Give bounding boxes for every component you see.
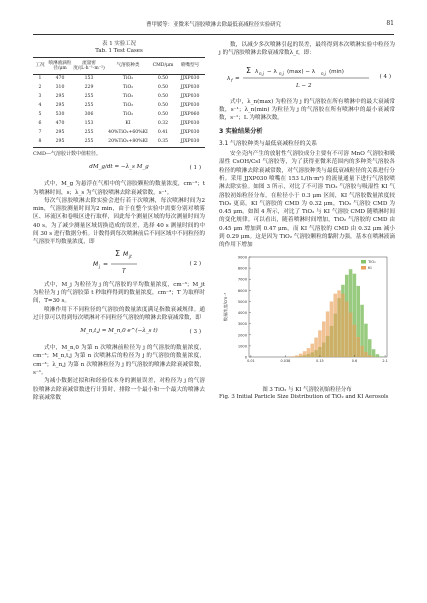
table1-note: CMD—气溶胶计数中值粒径。 xyxy=(33,151,101,157)
table1-col-header: CMD/μm xyxy=(152,63,174,69)
equation-2-formula xyxy=(33,247,205,281)
table-cell: 6 xyxy=(38,121,42,127)
table-cell: 153 xyxy=(84,76,94,82)
table-cell: KI xyxy=(125,121,131,127)
svg-text:− λ: − λ xyxy=(267,68,277,75)
table-row xyxy=(33,102,205,111)
equation-4-denominator: L − 2 xyxy=(296,82,312,89)
svg-text:=: = xyxy=(235,75,240,82)
svg-text:f: f xyxy=(231,77,233,83)
x-tick-label: 0.6 xyxy=(351,358,358,363)
bar-ki xyxy=(360,346,364,357)
table-row xyxy=(33,93,205,102)
table-cell: 306 xyxy=(84,112,94,118)
table-cell: JJXP030 xyxy=(180,103,200,109)
bar-ki xyxy=(345,301,349,357)
svg-text:M: M xyxy=(123,250,129,258)
svg-text:Σ: Σ xyxy=(246,65,252,75)
table-cell: 229 xyxy=(84,85,94,91)
bar-ki xyxy=(322,321,326,357)
bar-ki xyxy=(368,355,372,357)
equation-4-number: ( 4 ) xyxy=(379,73,391,80)
table-cell: 0.35 xyxy=(157,139,169,145)
table-cell: 0.32 xyxy=(157,121,169,127)
equation-1-number: ( 1 ) xyxy=(189,165,201,172)
x-tick-label: 0.15 xyxy=(316,358,324,363)
table1-col-header: 流量密度/(L·h⁻¹·m⁻²) xyxy=(73,60,105,71)
paragraph: 每次气溶胶喷淋去除实验会进行若干次喷淋，每次喷淋时间为2 min，气溶胶测量时间为2 min，由于在整个实验中需要分别对喷雾区、环流区和卷吸区进行取样，因此每个测量区域的每次测量时间为40 s。为了减少测量区域切换造成的误差，选择 40 s 测量时间的中间 30 s 进行数据分析。计数得到每次喷淋前后不同区域中不同粒径的气溶胶平均数量浓度，即 xyxy=(33,197,205,246)
table-cell: 295 xyxy=(55,94,65,100)
table-cell: 8 xyxy=(38,139,42,145)
equation-4-formula xyxy=(219,58,395,98)
table-cell: 310 xyxy=(55,85,65,91)
table-cell: JJXP030 xyxy=(180,94,200,100)
table-row xyxy=(33,120,205,129)
y-tick-label: 4000 xyxy=(237,310,247,315)
bar-ki xyxy=(310,343,314,356)
y-tick-label: 9000 xyxy=(237,255,247,260)
table-cell: TiO₂ xyxy=(122,76,134,82)
running-title: 曹甲媛等：亚微米气溶胶喷淋去除最低衰减粒径实验研究 xyxy=(146,22,281,28)
equation-3-body: M_n,t,j = M_n,0 e^(−λ_s t) xyxy=(80,328,158,335)
bar-ki xyxy=(299,353,303,356)
equation-3 xyxy=(33,322,205,344)
svg-text:T: T xyxy=(122,267,126,275)
svg-text:M: M xyxy=(93,260,99,268)
svg-text:j: j xyxy=(99,263,101,269)
table-cell: 4 xyxy=(38,103,42,109)
figure-3-caption-en: Fig. 3 Initial Particle Size Distribution of TiO₂ and KI Aerosols xyxy=(219,393,389,400)
figure-3 xyxy=(219,253,395,401)
x-tick-label: 2.1 xyxy=(382,358,388,363)
table-row xyxy=(33,84,205,93)
table-cell: 0.50 xyxy=(157,76,169,82)
equation-4 xyxy=(219,58,395,98)
equation-1-body: dM_g/dt = −λ_s M_g xyxy=(89,164,149,171)
paragraph: 式中，M_n,0 为第 n 次喷淋前粒径为 j 的气溶胶的数量浓度，cm⁻³；M_n,t,j 为第 n 次喷淋后的粒径为 j 的气溶胶的数量浓度，cm⁻³；λ_n,j 为第 n 次喷淋粒径为 j 的气溶胶的喷淋去除衰减常数，s⁻¹。 xyxy=(33,345,205,377)
y-tick-label: 6000 xyxy=(237,288,247,293)
legend-swatch xyxy=(361,260,366,264)
table-cell: 7 xyxy=(38,130,42,136)
table-cell: JJXP030 xyxy=(180,139,200,145)
table-cell: JJXP030 xyxy=(180,121,200,127)
y-tick-label: 5000 xyxy=(237,299,247,304)
table-cell: 255 xyxy=(84,139,94,145)
bar-ki xyxy=(349,312,353,356)
table-cell: 295 xyxy=(55,103,65,109)
bar-tio2 xyxy=(368,339,372,357)
svg-text:jt: jt xyxy=(129,253,132,259)
table-cell: 255 xyxy=(84,130,94,136)
table-cell: 470 xyxy=(55,76,65,82)
legend-label: KI xyxy=(368,264,372,270)
equation-3-number: ( 3 ) xyxy=(189,329,201,336)
subsection-heading: 3.1 气溶胶种类与最低衰减粒径的关系 xyxy=(219,140,318,147)
table1-col-header: 工况 xyxy=(35,63,45,69)
bar-ki xyxy=(364,352,368,357)
x-tick-label: 0.01 xyxy=(247,358,255,363)
table-cell: JJXP030 xyxy=(180,76,200,82)
table-row xyxy=(33,75,205,85)
table-cell: 0.50 xyxy=(157,112,169,118)
table-row xyxy=(33,111,205,120)
equation-2-number: ( 2 ) xyxy=(189,260,201,267)
svg-text:n,j: n,j xyxy=(279,70,284,76)
svg-text:=: = xyxy=(103,260,109,268)
table-cell: TiO₂ xyxy=(122,103,134,109)
bar-ki xyxy=(303,351,307,357)
bar-ki xyxy=(318,330,322,357)
table-cell: TiO₂ xyxy=(122,85,134,91)
paragraph: 式中，λ_n(max) 为粒径为 j 的气溶胶在所有喷淋中的最大衰减常数，s⁻¹；λ_n(min) 为粒径为 j 的气溶胶在所有喷淋中的最小衰减常数，s⁻¹；L 为喷淋次数。 xyxy=(219,98,395,122)
paragraph: 喷淋作用下不同粒径的气溶胶的数量浓度满足指数衰减规律。通过计算可以得到每次喷淋对不同粒径气溶胶的喷淋去除衰减常数，即 xyxy=(33,306,205,321)
bar-tio2 xyxy=(376,354,380,357)
page-number: 81 xyxy=(386,20,394,27)
table-cell: 1 xyxy=(38,76,42,82)
bar-ki xyxy=(326,311,330,357)
paragraph: 为减小数据过拟和和经验仪本身的测量误差，对粒径为 j 的气溶胶喷淋去除衰减常数进行计算时，排除一个最小和一个最大的喷淋去除衰减常数 xyxy=(33,378,205,401)
svg-text:n,j: n,j xyxy=(259,70,264,76)
bar-tio2 xyxy=(379,356,383,357)
section-heading: 3 实验结果分析 xyxy=(219,128,263,136)
table-cell: 3 xyxy=(38,94,42,100)
svg-text:(max) − λ: (max) − λ xyxy=(287,68,316,75)
table-row xyxy=(33,129,205,138)
table-cell: 255 xyxy=(84,94,94,100)
table1-col-header: 喷淋液滴粒径/μm xyxy=(48,60,72,71)
left-column xyxy=(33,41,205,402)
bar-ki xyxy=(372,356,376,357)
paragraph: 数，以减少多次喷淋引起的误差，最终得到本次喷淋实验中粒径为 j 的气溶胶喷淋去除衰减常数λ_f，即： xyxy=(219,42,395,57)
table-cell: TiO₂ xyxy=(122,94,134,100)
table-cell: 0.50 xyxy=(157,94,169,100)
table-cell: 5 xyxy=(38,112,42,118)
y-tick-label: 1000 xyxy=(237,344,247,349)
paragraph: 安全壳内产生的放射性气溶胶成分主要有不可溶 MnO 气溶胶和吸湿性 CsOH/CsI 气溶胶等，为了获得亚微米范围内的多种类气溶胶各粒径的喷淋去除衰减常数，对气溶胶种类与最低衰减粒径的关系进行分析。采用 JJXP030 喷嘴在 153 L/(h·m²) 的流量通量下进行气溶胶喷淋去除实验。如图 3 所示，对比了不可溶 TiO₂ 气溶胶与吸湿性 KI 气溶胶初始粒径分布，在粒径小于 0.3 μm 区间，KI 气溶胶数量浓度较 TiO₂ 更高。KI 气溶胶的 CMD 为 0.32 μm，TiO₂ 气溶胶 CMD 为 0.45 μm。如图 4 所示，对比了 TiO₂ 与 KI 气溶胶 CMD 随喷淋时间的变化规律。可以看出，随着喷淋时间增加，TiO₂ 气溶胶的 CMD 由 0.45 μm 增加到 0.47 μm，而 KI 气溶胶的 CMD 由 0.32 μm 减小到 0.29 μm。这是因为 TiO₂ 气溶胶颗粒的黏附力强，基本在喷淋液滴的作用下增加 xyxy=(219,151,395,249)
header-rule xyxy=(33,34,394,35)
equation-1 xyxy=(33,158,205,180)
bar-ki xyxy=(295,355,299,357)
bar-ki xyxy=(307,348,311,357)
svg-text:λ: λ xyxy=(255,68,259,75)
x-tick-label: 0.038 xyxy=(280,358,291,363)
page-header xyxy=(33,20,394,32)
table-cell: 153 xyxy=(84,121,94,127)
table-cell: JJXP030 xyxy=(180,85,200,91)
y-tick-label: 2000 xyxy=(237,332,247,337)
table-cell: 255 xyxy=(84,103,94,109)
y-tick-label: 8000 xyxy=(237,266,247,271)
figure-3-chart xyxy=(219,253,395,381)
paragraph: 式中，M_g 为悬浮在气相中的气溶胶颗粒的数量浓度，cm⁻³；t 为喷淋时间，s；λ_s 为气溶胶喷淋去除衰减常数，s⁻¹。 xyxy=(33,181,205,196)
bar-ki xyxy=(333,293,337,356)
table1-title-en: Tab. 1 Test Cases xyxy=(95,48,143,54)
y-axis-label: 数量浓度/cm⁻³ xyxy=(223,292,228,321)
y-tick-label: 7000 xyxy=(237,277,247,282)
bar-tio2 xyxy=(372,349,376,357)
table-cell: 0.50 xyxy=(157,85,169,91)
y-tick-label: 0 xyxy=(244,355,247,360)
table1 xyxy=(33,57,205,148)
figure-3-caption-cn: 图 3 TiO₂ 与 KI 气溶胶初始粒径分布 xyxy=(262,386,352,393)
legend-swatch xyxy=(361,266,366,270)
legend-label: TiO₂ xyxy=(368,258,376,264)
svg-text:n,j: n,j xyxy=(321,70,326,76)
bar-ki xyxy=(356,337,360,357)
y-tick-label: 3000 xyxy=(237,321,247,326)
table1-body xyxy=(33,75,205,148)
table-cell: 2 xyxy=(38,85,42,91)
table-cell: 295 xyxy=(55,130,65,136)
bar-ki xyxy=(330,301,334,357)
table-cell: JJXP030 xyxy=(180,130,200,136)
table-cell: JJXP060 xyxy=(180,112,200,118)
table-cell: 0.50 xyxy=(157,103,169,109)
table-cell: 0.41 xyxy=(157,130,169,136)
svg-text:Σ: Σ xyxy=(115,248,121,258)
bar-ki xyxy=(353,324,357,356)
table1-col-header: 喷嘴型号 xyxy=(180,63,200,69)
table-cell: 530 xyxy=(55,112,65,118)
svg-text:(min): (min) xyxy=(329,68,344,75)
table1-title-cn: 表 1 实验工况 xyxy=(102,41,136,47)
paragraph: 式中，M_j 为粒径为 j 的气溶胶的平均数量浓度，cm⁻³；M_jt 为粒径为 j 的气溶胶第 t 秒取样得到的数量浓度，cm⁻³；T 为取样时间，T=30 s。 xyxy=(33,281,205,305)
equation-2 xyxy=(33,247,205,281)
table-cell: 470 xyxy=(55,121,65,127)
table1-col-header: 气溶胶种类 xyxy=(116,63,140,69)
bar-ki xyxy=(341,293,345,356)
table-cell: 20%TiO₂+80%KI xyxy=(108,139,148,145)
svg-text:λ: λ xyxy=(227,75,231,82)
bar-ki xyxy=(291,356,295,357)
bar-ki xyxy=(314,337,318,356)
table-row xyxy=(33,138,205,148)
table-cell: 295 xyxy=(55,139,65,145)
bar-ki xyxy=(337,290,341,357)
table-cell: TiO₂ xyxy=(122,112,134,118)
table-cell: 40%TiO₂+60%KI xyxy=(108,130,148,136)
right-column xyxy=(219,41,395,401)
